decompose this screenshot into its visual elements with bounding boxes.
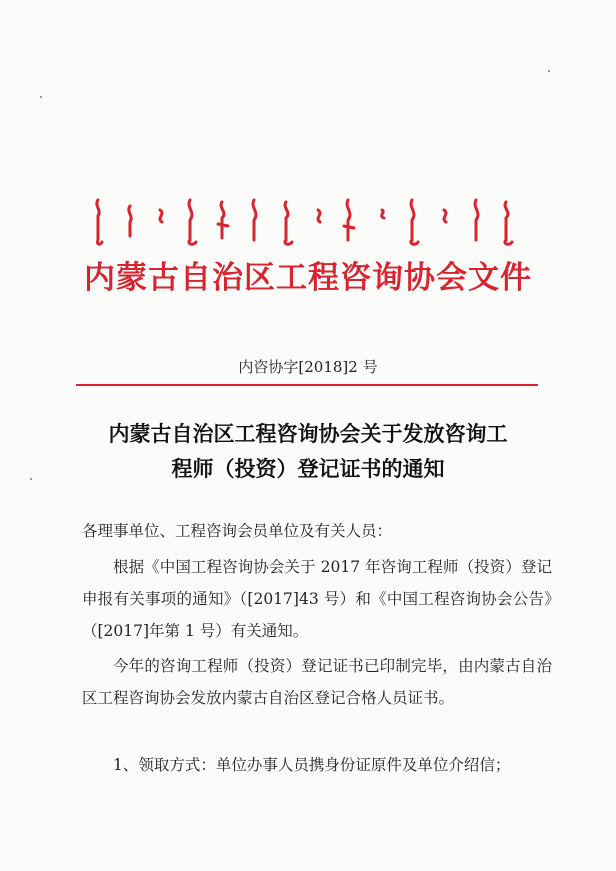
scan-speck [40,96,42,98]
notice-title-line-2: 程师（投资）登记证书的通知 [171,456,445,481]
mongolian-script-title [86,196,526,248]
document-number: 内咨协字[2018]2 号 [238,358,378,376]
salutation: 各理事单位、工程咨询会员单位及有关人员： [82,522,393,540]
paragraph-1: 根据《中国工程咨询协会关于 2017 年咨询工程师（投资）登记申报有关事项的通知》（[2017]43 号）和《中国工程咨询协会公告》（[2017]年第 1 号）有关通知。 [82,558,552,640]
paragraph-2: 今年的咨询工程师（投资）登记证书已印制完毕，由内蒙古自治区工程咨询协会发放内蒙古自治区登记合格人员证书。 [82,657,552,707]
issuing-organization-title: 内蒙古自治区工程咨询协会文件 [84,260,532,296]
red-divider [76,384,538,386]
mongolian-script-icon [86,196,526,248]
scan-speck [548,70,550,72]
notice-title [60,416,556,486]
notice-title-line-1: 内蒙古自治区工程咨询协会关于发放咨询工 [108,421,508,446]
paragraph-3: 1、领取方式：单位办事人员携身份证原件及单位介绍信； [113,756,511,774]
scan-speck [30,478,32,480]
